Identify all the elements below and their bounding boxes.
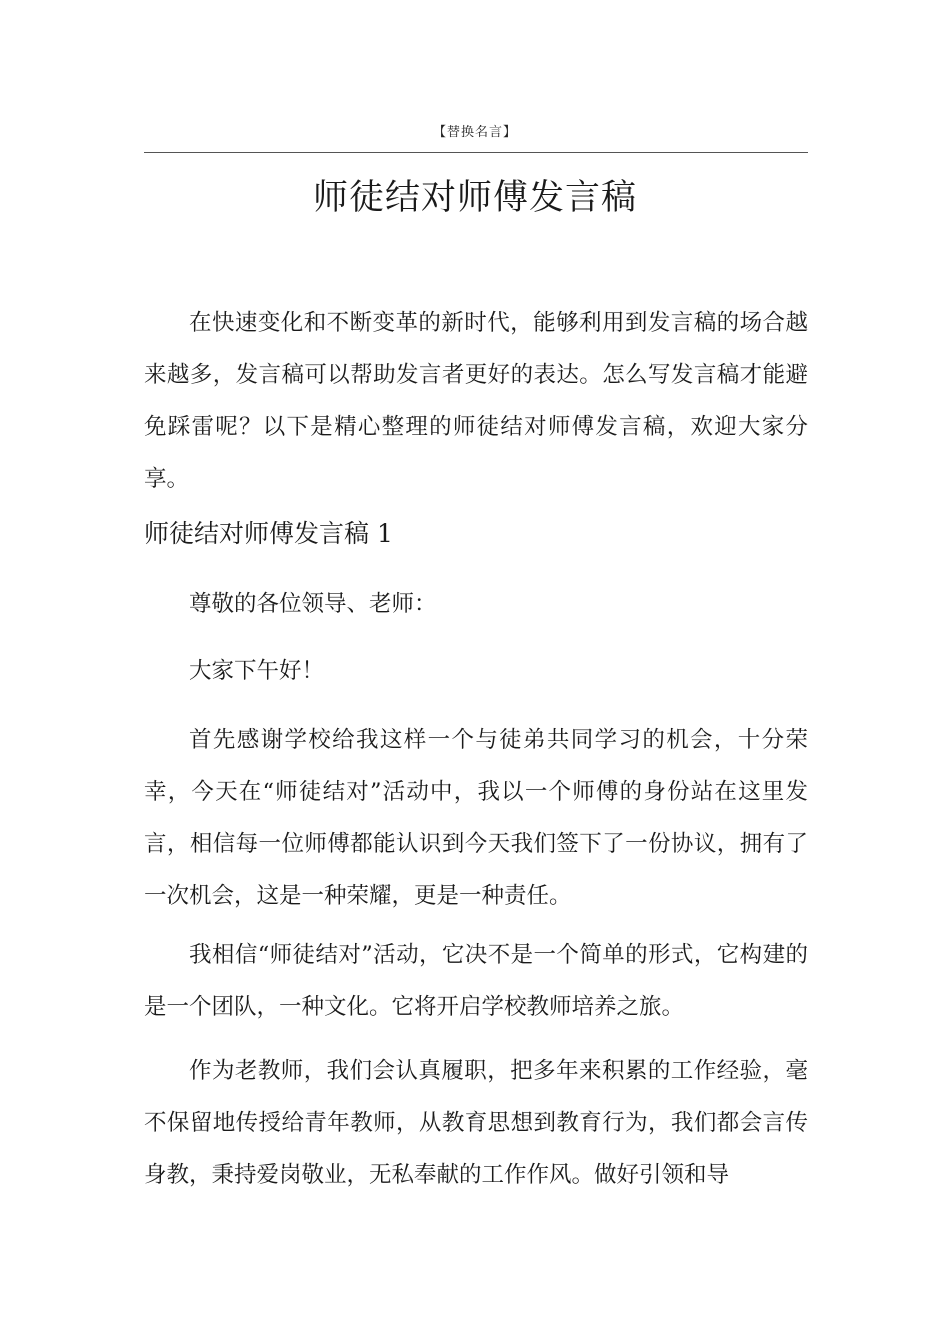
greeting-paragraph: 大家下午好！ (189, 658, 325, 684)
body-block-2 (144, 929, 808, 1033)
body-paragraph-1: 首先感谢学校给我这样一个与徒弟共同学习的机会，十分荣幸，今天在“师徒结对”活动中，我以一个师傅的身份站在这里发言，相信每一位师傅都能认识到今天我们签下了一份协议，拥有了一次机会，这是一种荣耀，更是一种责任。 (144, 727, 808, 909)
body-block-1 (144, 714, 808, 922)
intro-paragraph: 在快速变化和不断变革的新时代，能够利用到发言稿的场合越来越多，发言稿可以帮助发言者更好的表达。怎么写发言稿才能避免踩雷呢？以下是精心整理的师徒结对师傅发言稿，欢迎大家分享。 (144, 310, 808, 492)
greeting-block (144, 645, 808, 697)
header-label: 【替换名言】 (432, 125, 517, 140)
body-paragraph-3: 作为老教师，我们会认真履职，把多年来积累的工作经验，毫不保留地传授给青年教师，从教育思想到教育行为，我们都会言传身教，秉持爱岗敬业，无私奉献的工作作风。做好引领和导 (144, 1058, 808, 1188)
intro-block (144, 297, 808, 505)
header-divider (144, 152, 808, 153)
salutation-block (144, 578, 808, 630)
document-title: 师徒结对师傅发言稿 (312, 178, 637, 218)
section-heading: 师徒结对师傅发言稿 1 (144, 519, 393, 548)
salutation-paragraph: 尊敬的各位领导、老师： (189, 591, 437, 617)
body-paragraph-2: 我相信“师徒结对”活动，它决不是一个简单的形式，它构建的是一个团队，一种文化。它将开启学校教师培养之旅。 (144, 942, 808, 1020)
body-block-3 (144, 1045, 808, 1201)
